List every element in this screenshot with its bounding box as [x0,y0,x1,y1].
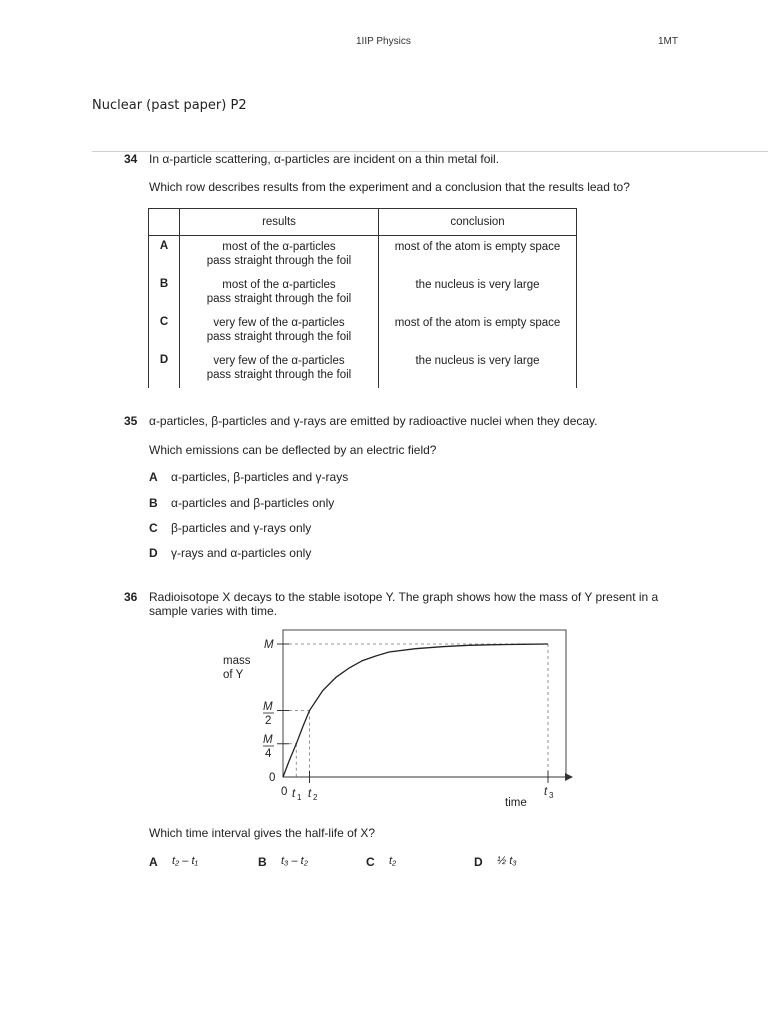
results-line-2: pass straight through the foil [206,255,352,267]
q35-option-text: α-particles, β-particles and γ-rays [171,470,349,484]
row-letter: A [149,236,180,275]
q36-prompt: Which time interval gives the half-life of X? [149,826,376,840]
q34-number: 34 [124,152,138,166]
x-tick-t2-subscript: 2 [313,793,318,802]
graph-frame [283,630,566,777]
q36-text-line-1: Radioisotope X decays to the stable isotope Y. The graph shows how the mass of Y present in a [149,590,659,604]
row-letter: C [149,312,180,350]
y-tick-zero: 0 [269,772,276,784]
col-header-conclusion: conclusion [379,209,577,236]
row-letter: B [149,274,180,312]
q36-option-text: t₃ – t₂ [281,855,308,867]
q36-option-letter: A [149,855,158,869]
results-line-1: most of the α-particles [222,279,336,291]
y-tick-quarter-numerator: M [263,734,273,746]
x-tick-t1-subscript: 1 [297,793,302,802]
x-tick-t2: t [308,788,312,800]
results-line-2: pass straight through the foil [206,369,352,381]
q36-option-text: t₂ – t₁ [172,855,199,867]
q35-number: 35 [124,414,138,428]
results-line-1: very few of the α-particles [213,317,345,329]
q34-prompt: Which row describes results from the experiment and a conclusion that the results lead to? [149,180,630,194]
row-conclusion: the nucleus is very large [379,274,577,312]
q35-option-text: β-particles and γ-rays only [171,521,312,535]
page-title: Nuclear (past paper) P2 [92,98,247,113]
y-tick-half-numerator: M [263,701,273,713]
results-line-1: most of the α-particles [222,241,336,253]
q35-text: α-particles, β-particles and γ-rays are emitted by radioactive nuclei when they decay. [149,414,598,428]
header-course: 1IIP Physics [356,36,411,47]
x-tick-t3-subscript: 3 [549,791,554,800]
q35-option-text: α-particles and β-particles only [171,496,335,510]
y-tick-half-denominator: 2 [265,715,272,727]
q35-option-letter: B [149,496,158,510]
row-letter: D [149,350,180,388]
mass-curve [283,644,548,777]
x-tick-zero: 0 [281,786,288,798]
y-axis-label-2: of Y [223,669,244,681]
q36-option-letter: B [258,855,267,869]
q36-option-text: ½ t₃ [497,855,517,867]
y-axis-label-1: mass [223,655,251,667]
results-line-2: pass straight through the foil [206,293,352,305]
results-line-2: pass straight through the foil [206,331,352,343]
q36-number: 36 [124,590,138,604]
q35-option-letter: C [149,521,158,535]
row-conclusion: most of the atom is empty space [379,236,577,275]
q36-option-letter: D [474,855,483,869]
row-conclusion: the nucleus is very large [379,350,577,388]
q35-option-letter: D [149,546,158,560]
header-code: 1MT [658,36,678,47]
q35-option-letter: A [149,470,158,484]
y-tick-quarter-denominator: 4 [265,748,272,760]
x-tick-t1: t [292,788,296,800]
x-tick-t3: t [544,786,548,798]
q34-text: In α-particle scattering, α-particles are incident on a thin metal foil. [149,152,500,166]
y-tick-M: M [264,639,274,651]
x-axis-label: time [505,797,527,809]
q36-text-line-2: sample varies with time. [149,604,278,618]
col-header-results: results [180,209,379,236]
q36-option-text: t₂ [389,855,397,867]
q35-option-text: γ-rays and α-particles only [171,546,312,560]
results-line-1: very few of the α-particles [213,355,345,367]
q35-prompt: Which emissions can be deflected by an electric field? [149,443,437,457]
q36-option-letter: C [366,855,375,869]
row-conclusion: most of the atom is empty space [379,312,577,350]
